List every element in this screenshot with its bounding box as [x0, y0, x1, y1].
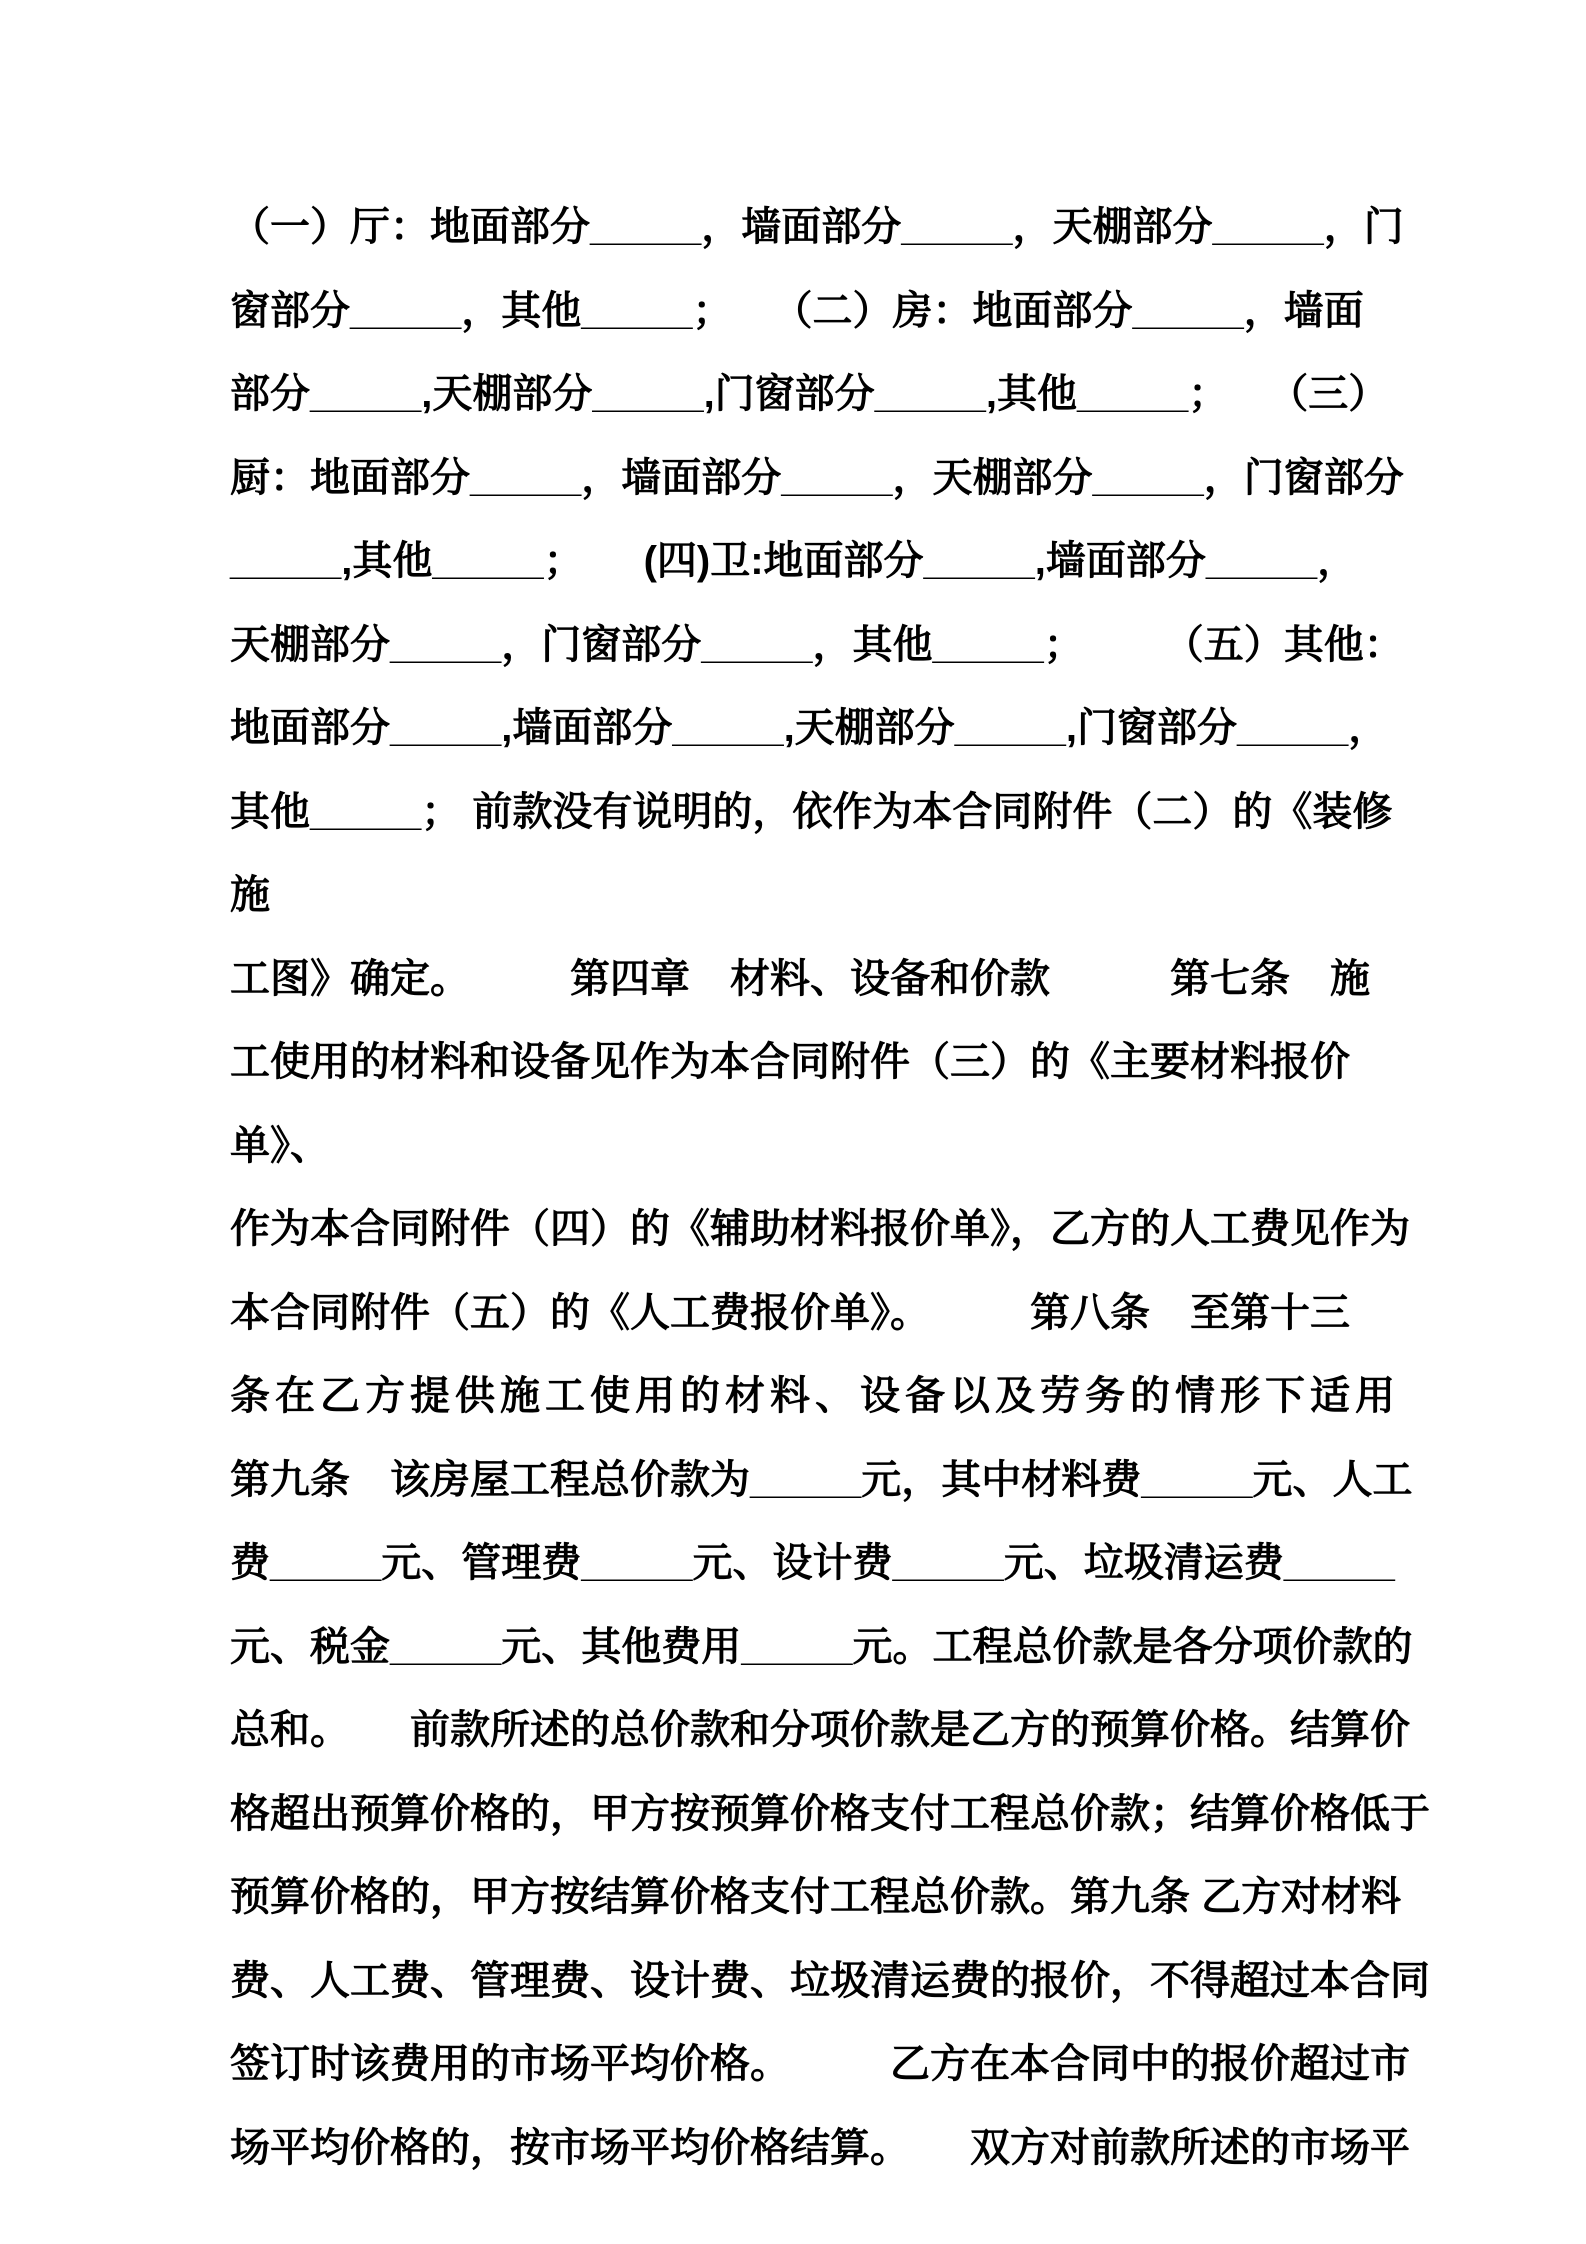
contract-line: 本合同附件（五）的《人工费报价单》。 第八条 至第十三 [230, 1290, 1350, 1335]
contract-line-chapter-heading: 工图》确定。 第四章 材料、设备和价款 第七条 施 [230, 956, 1370, 1001]
contract-line: 场平均价格的，按市场平均价格结算。 双方对前款所述的市场平 [230, 2125, 1410, 2170]
contract-line: 费_____元、管理费_____元、设计费_____元、垃圾清运费_____ [230, 1541, 1395, 1585]
contract-line: 地面部分_____,墙面部分_____,天棚部分_____,门窗部分_____， [230, 706, 1389, 750]
contract-text-block [230, 186, 1430, 2190]
contract-line: _____,其他_____； (四)卫:地面部分_____,墙面部分_____， [230, 539, 1358, 583]
contract-line: 预算价格的，甲方按结算价格支付工程总价款。第九条 乙方对材料 [230, 1875, 1402, 1919]
contract-line: 工使用的材料和设备见作为本合同附件（三）的《主要材料报价单》、 [230, 1040, 1350, 1168]
contract-line: 其他_____； 前款没有说明的，依作为本合同附件（二）的《装修施 [230, 789, 1393, 917]
contract-line: 厨：地面部分_____，墙面部分_____，天棚部分_____，门窗部分 [230, 455, 1404, 500]
contract-line: 总和。 前款所述的总价款和分项价款是乙方的预算价格。结算价 [230, 1708, 1410, 1752]
contract-line: （一）厅：地面部分_____，墙面部分_____，天棚部分_____，门 [230, 205, 1404, 249]
contract-line: 条在乙方提供施工使用的材料、设备以及劳务的情形下适用 [230, 1374, 1400, 1418]
contract-line: 格超出预算价格的，甲方按预算价格支付工程总价款；结算价格低于 [230, 1791, 1430, 1836]
contract-line: 窗部分_____，其他_____； （二）房：地面部分_____，墙面 [230, 288, 1364, 333]
contract-line: 天棚部分_____，门窗部分_____，其他_____； （五）其他： [230, 622, 1404, 667]
contract-line: 作为本合同附件（四）的《辅助材料报价单》，乙方的人工费见作为 [230, 1207, 1410, 1251]
contract-line: 费、人工费、管理费、设计费、垃圾清运费的报价，不得超过本合同 [230, 1958, 1430, 2003]
contract-line: 部分_____,天棚部分_____,门窗部分_____,其他_____； （三） [230, 372, 1389, 416]
contract-line: 第九条 该房屋工程总价款为_____元，其中材料费_____元、人工 [230, 1457, 1413, 1502]
contract-line: 元、税金_____元、其他费用_____元。工程总价款是各分项价款的 [230, 1624, 1413, 1669]
contract-line: 签订时该费用的市场平均价格。 乙方在本合同中的报价超过市 [230, 2042, 1410, 2086]
